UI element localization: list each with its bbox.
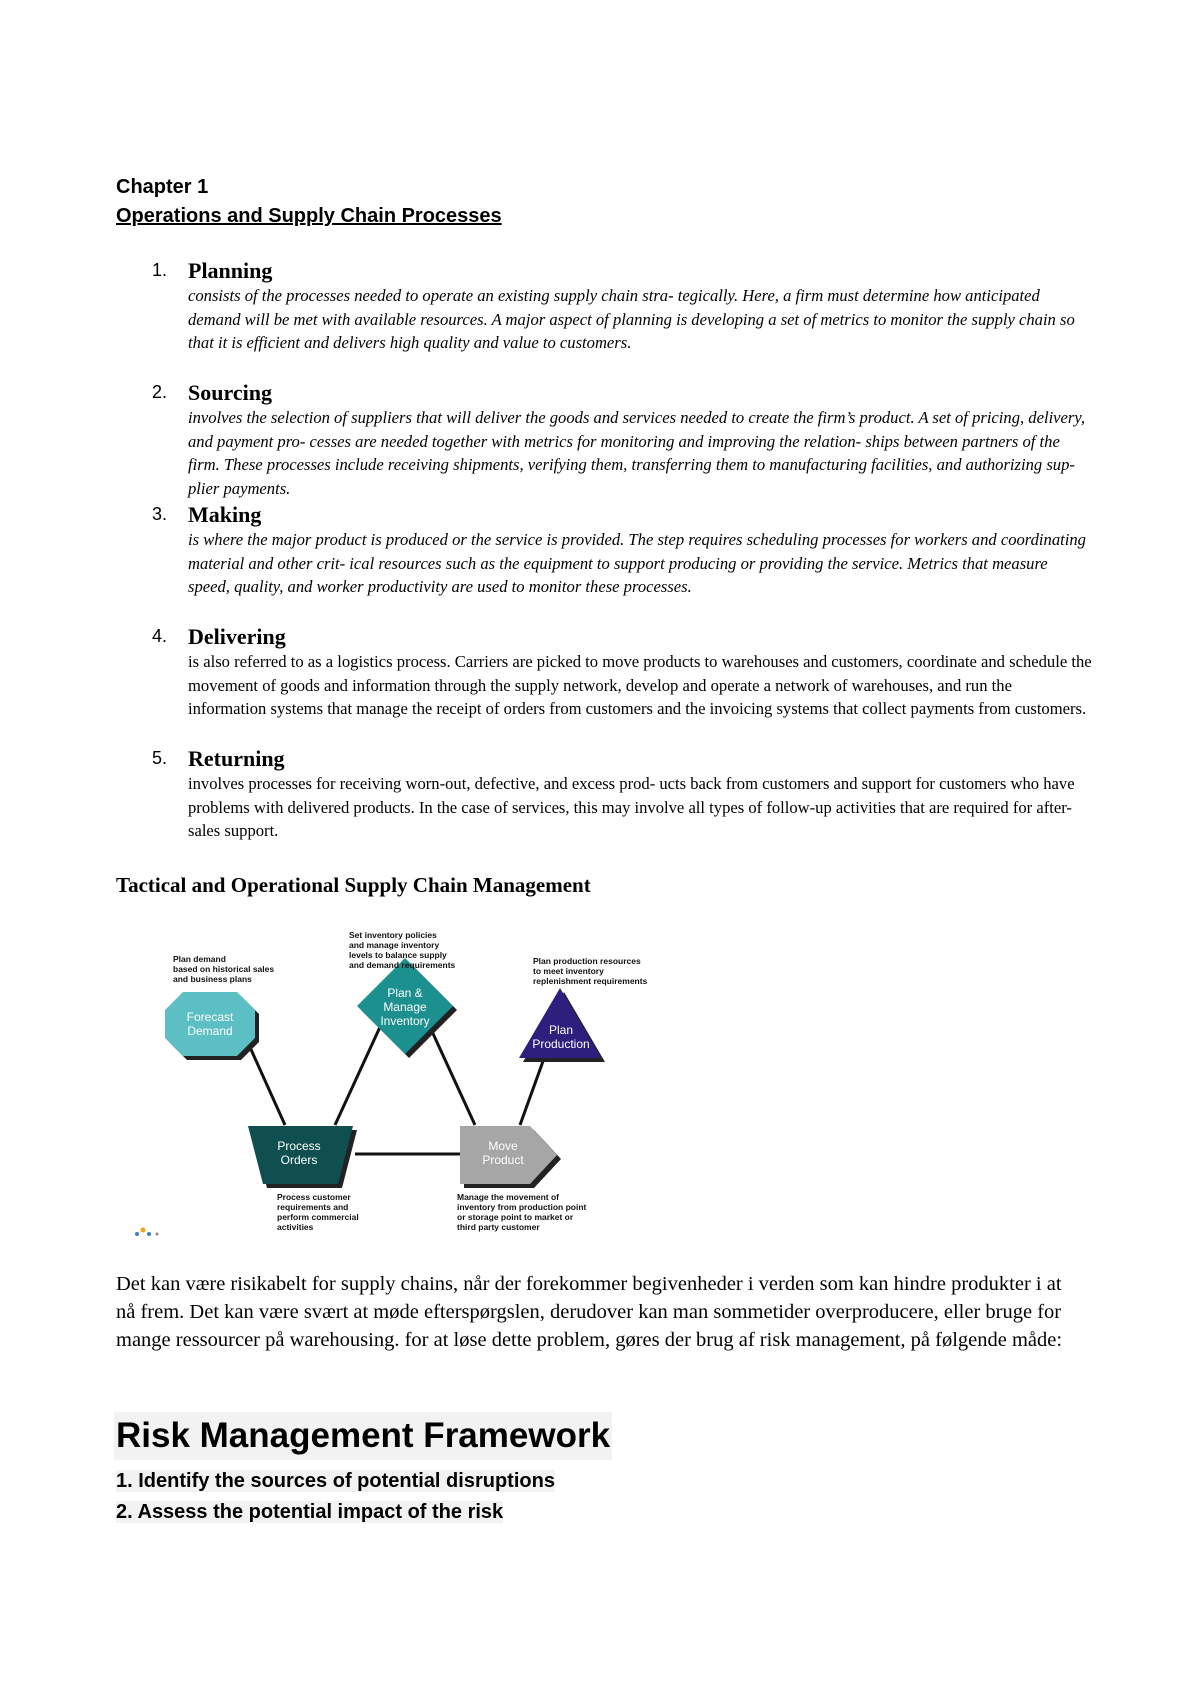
- note-production-line-3: replenishment requirements: [533, 976, 648, 986]
- process-steps-list: [152, 258, 1092, 846]
- step-name: Making: [188, 502, 262, 527]
- note-production-line-2: to meet inventory: [533, 966, 604, 976]
- note-move: [457, 1192, 587, 1232]
- risk-step-text: 2. Assess the potential impact of the risk: [116, 1501, 504, 1523]
- plan-production-label-1: Plan: [548, 1023, 574, 1037]
- step-name: Sourcing: [188, 380, 272, 405]
- section-title: Operations and Supply Chain Processes: [116, 205, 502, 227]
- step-description: consists of the processes needed to operate an existing supply chain stra- tegically. Here, a firm must determine how anticipated demand will be met with available resources. A major aspect of planning is developing a set of metrics to monitor the supply chain so that it is efficient and delivers high quality and value to customers.: [188, 286, 1075, 353]
- note-move-line-3: or storage point to market or: [457, 1212, 574, 1222]
- step-returning: [152, 746, 1092, 846]
- note-forecast: [173, 954, 274, 984]
- note-orders: [277, 1192, 359, 1232]
- step-number: 2.: [152, 382, 168, 402]
- step-sourcing: [152, 380, 1092, 502]
- chapter-title: Chapter 1: [116, 176, 209, 198]
- step-description: is where the major product is produced or the service is provided. The step requires scheduling processes for workers and coordinating material and other crit- ical resources such as the equipment to support producing or providing the service. Metrics that measure speed, quality, and worker productivity are used to monitor these processes.: [188, 530, 1086, 597]
- connector-inventory-orders: [335, 1027, 380, 1125]
- step-description: involves the selection of suppliers that will deliver the goods and services needed to create the firm’s product. A set of pricing, delivery, and payment pro- cesses are needed together with metrics for monitoring and improving the relation- ships between partners of the firm. These processes include receiving shipments, verifying them, transferring them to manufacturing facilities, and authorizing sup- plier payments.: [188, 408, 1085, 499]
- plan-inventory-label-3: Inventory: [380, 1014, 430, 1028]
- risk-step: [116, 1497, 555, 1528]
- process-orders-node: [248, 1126, 357, 1188]
- move-product-label-2: Product: [482, 1153, 524, 1167]
- note-production: [533, 956, 648, 986]
- connector-inventory-move: [430, 1027, 475, 1125]
- note-inventory-line-2: and manage inventory: [349, 940, 440, 950]
- step-planning: [152, 258, 1092, 380]
- step-description: is also referred to as a logistics process. Carriers are picked to move products to warehouses and customers, coordinate and schedule the movement of goods and information through the supply network, develop and operate a network of warehouses, and run the information systems that manage the receipt of orders from customers and the invoicing systems that collect payments from customers.: [188, 652, 1092, 719]
- note-orders-line-3: perform commercial: [277, 1212, 359, 1222]
- plan-production-label-2: Production: [532, 1037, 590, 1051]
- note-inventory-line-4: and demand requirements: [349, 960, 456, 970]
- note-orders-line-4: activities: [277, 1222, 314, 1232]
- note-orders-line-2: requirements and: [277, 1202, 349, 1212]
- plan-inventory-label-2: Manage: [383, 1000, 427, 1014]
- process-orders-label-2: Orders: [280, 1153, 318, 1167]
- note-forecast-line-2: based on historical sales: [173, 964, 275, 974]
- risk-heading: Risk Management Framework: [114, 1412, 612, 1460]
- move-product-label-1: Move: [488, 1139, 518, 1153]
- plan-production-node: [519, 988, 605, 1062]
- risk-step-text: 1. Identify the sources of potential disruptions: [116, 1470, 555, 1492]
- step-number: 3.: [152, 504, 168, 524]
- move-product-node: [460, 1126, 561, 1188]
- step-number: 1.: [152, 260, 168, 280]
- process-orders-label-1: Process: [277, 1139, 321, 1153]
- step-number: 5.: [152, 748, 168, 768]
- publisher-logo-icon: [135, 1228, 159, 1237]
- note-orders-line-1: Process customer: [277, 1192, 351, 1202]
- risk-steps-list: [116, 1466, 555, 1528]
- note-move-line-1: Manage the movement of: [457, 1192, 560, 1202]
- note-production-line-1: Plan production resources: [533, 956, 641, 966]
- note-forecast-line-3: and business plans: [173, 974, 252, 984]
- step-delivering: [152, 624, 1092, 746]
- danish-paragraph: Det kan være risikabelt for supply chains, når der forekommer begivenheder i verden som kan hindre produkter i at nå frem. Det kan være svært at møde efterspørgslen, derudover kan man sommetider overproducere, eller bruge for mange ressourcer på warehousing. for at løse dette problem, gøres der brug af risk management, på følgende måde:: [116, 1273, 1063, 1351]
- step-name: Planning: [188, 258, 273, 283]
- step-name: Returning: [188, 746, 285, 771]
- tactical-heading: Tactical and Operational Supply Chain Management: [116, 873, 591, 897]
- forecast-demand-node: [165, 992, 259, 1060]
- forecast-demand-label-1: Forecast: [186, 1010, 234, 1024]
- note-forecast-line-1: Plan demand: [173, 954, 226, 964]
- note-move-line-4: third party customer: [457, 1222, 540, 1232]
- step-number: 4.: [152, 626, 168, 646]
- forecast-demand-label-2: Demand: [187, 1024, 233, 1038]
- supply-chain-diagram: [125, 930, 685, 1240]
- note-inventory-line-3: levels to balance supply: [349, 950, 447, 960]
- step-description: involves processes for receiving worn-out, defective, and excess prod- ucts back from customers and support for customers who have problems with delivered products. In the case of services, this may involve all types of follow-up activities that are required for after-sales support.: [188, 774, 1075, 841]
- note-inventory: [349, 930, 456, 970]
- step-making: [152, 502, 1092, 624]
- note-inventory-line-1: Set inventory policies: [349, 930, 437, 940]
- risk-step: [116, 1466, 555, 1497]
- plan-inventory-label-1: Plan &: [387, 986, 423, 1000]
- step-name: Delivering: [188, 624, 286, 649]
- note-move-line-2: inventory from production point: [457, 1202, 587, 1212]
